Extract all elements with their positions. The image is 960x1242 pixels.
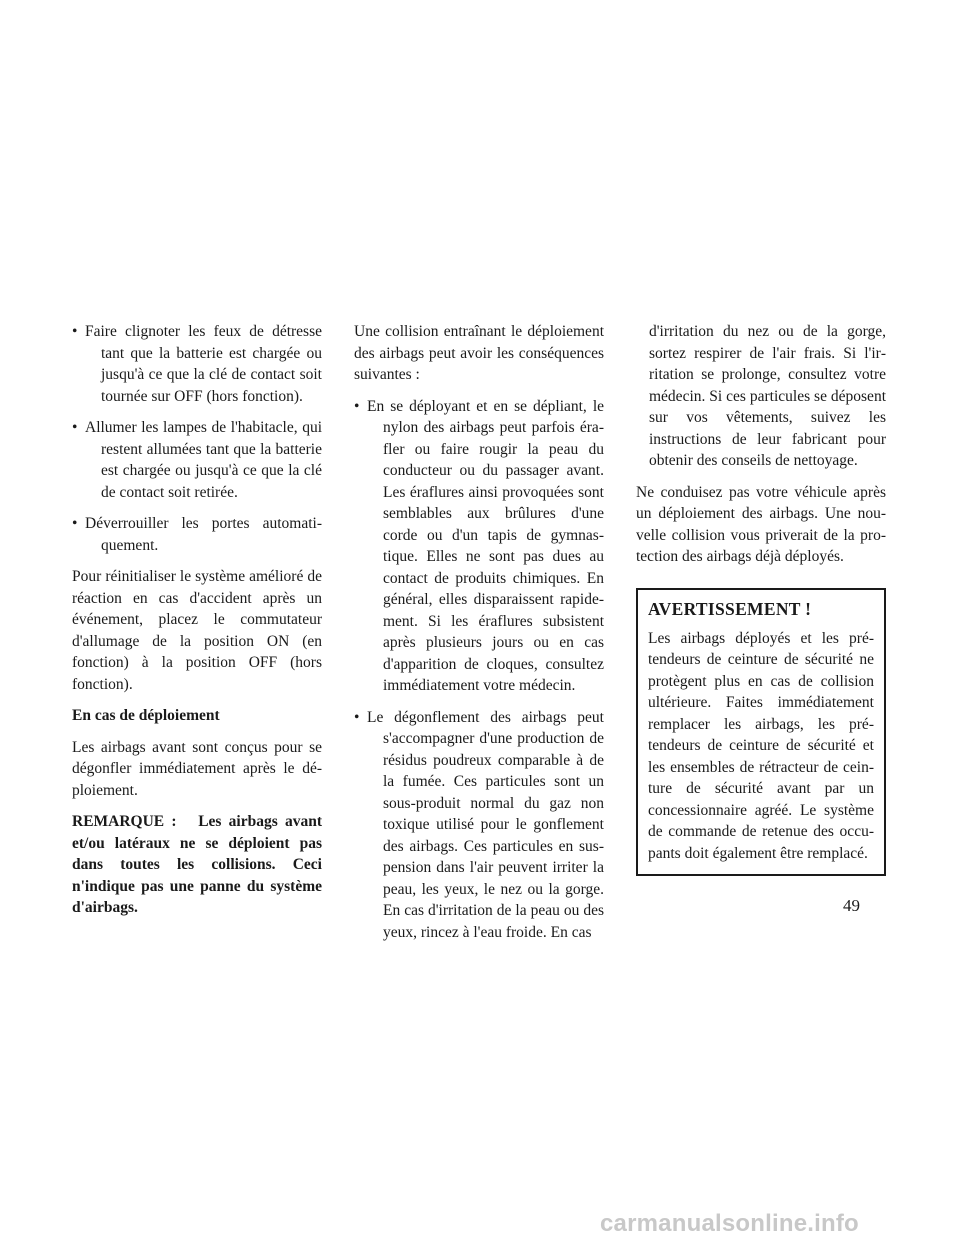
list-item: • En se déployant et en se dépliant, le nylon des airbags peut parfois érafler ou faire rougir la peau du conducteur ou du passager avant. Les éraflures ainsi provoquées sont semblables aux brûlures d'une corde ou d'un tapis de gymnastique. Elles ne sont pas dues au contact de produits chimiques. En général, elles disparaissent rapidement. Si les éraflures subsistent après plusieurs jours ou en cas d'apparition de cloques, consultez immédiatement votre médecin. bbox=[354, 396, 604, 697]
watermark: carmanualsonline.info bbox=[600, 1210, 859, 1237]
section-heading: En cas de déploiement bbox=[72, 707, 220, 724]
list-item: • Allumer les lampes de l'habitacle, qui restent allumées tant que la batterie est chargée ou jusqu'à ce que la clé de contact soit retirée. bbox=[72, 417, 322, 503]
list-item: • Faire clignoter les feux de détresse tant que la batterie est chargée ou jusqu'à ce que la clé de contact soit tournée sur OFF (hors fonction). bbox=[72, 321, 322, 407]
column-3 bbox=[636, 321, 886, 876]
reset-paragraph: Pour réinitialiser le système amélioré de réaction en cas d'accident après un événement, placez le commutateur d'allumage de la position ON (en fonction) à la position OFF (hors fonction). bbox=[72, 568, 322, 693]
warning-box bbox=[636, 588, 886, 877]
column-2 bbox=[354, 321, 604, 953]
warning-title: AVERTISSEMENT ! bbox=[648, 598, 812, 619]
deploy-paragraph: Les airbags avant sont conçus pour se dégonfler immédiatement après le déploiement. bbox=[72, 738, 322, 799]
page-number: 49 bbox=[843, 896, 860, 915]
column-1 bbox=[72, 321, 322, 919]
note-paragraph bbox=[72, 811, 322, 919]
bullet-continuation: d'irritation du nez ou de la gorge, sortez respirer de l'air frais. Si l'irritation se prolonge, consultez votre médecin. Si ces particules se déposent sur vos vêtements, suivez les instructions de leur fabricant pour obtenir des conseils de nettoyage. bbox=[649, 323, 886, 469]
warning-text: Les airbags déployés et les prétendeurs de ceinture de sécurité ne protègent plus en cas de collision ultérieure. Faites immédiatement remplacer les airbags, les prétendeurs de ceinture de sécurité et les ensembles de rétracteur de ceinture de sécurité avant par un concessionnaire agréé. Le système de commande de retenue des occupants doit également être remplacé. bbox=[648, 629, 874, 862]
driving-paragraph: Ne conduisez pas votre véhicule après un déploiement des airbags. Une nouvelle collision vous priverait de la protection des airbags déjà déployés. bbox=[636, 483, 886, 565]
list-item: • Le dégonflement des airbags peut s'accompagner d'une production de résidus poudreux comparable à de la fumée. Ces particules sont un sous-produit normal du gaz non toxique utilisé pour le gonflement des airbags. Ces particules en suspension dans l'air peuvent irriter la peau, les yeux, le nez ou la gorge. En cas d'irritation de la peau ou des yeux, rincez à l'eau froide. En cas bbox=[354, 707, 604, 944]
consequence-bullet-list bbox=[354, 396, 604, 944]
consequences-intro: Une collision entraînant le déploiement des airbags peut avoir les conséquences suivantes : bbox=[354, 323, 604, 383]
note-label: REMARQUE : bbox=[72, 813, 177, 830]
list-item: • Déverrouiller les portes automatiquement. bbox=[72, 513, 322, 556]
note-text: Les airbags avant et/ou latéraux ne se déploient pas dans toutes les collisions. Ceci n'indique pas une panne du système d'airbags. bbox=[72, 813, 322, 916]
feature-bullet-list bbox=[72, 321, 322, 556]
